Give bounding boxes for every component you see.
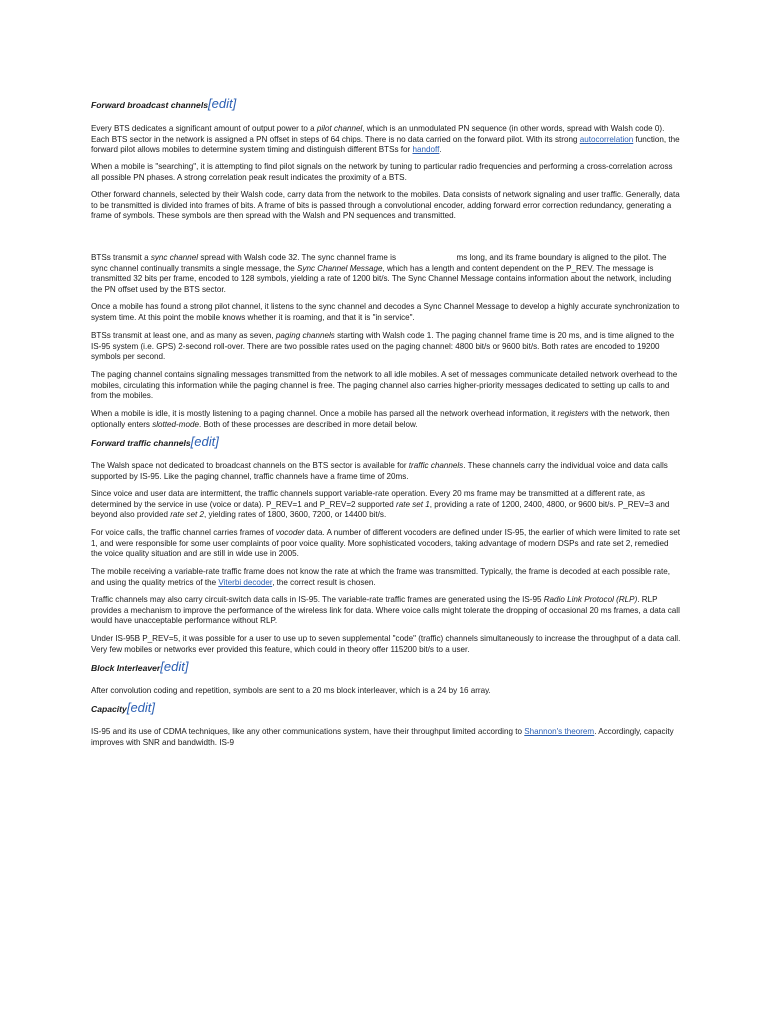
text: Since voice and user data are intermittent, the traffic channels support variable-rate operation. Every 20 ms frame may be transmitted at a different rate, as determined by the service in use (voice or data). P_REV=1 and P_REV=2 supported: [91, 489, 645, 509]
text: , which has a length and content dependent on the P_REV. The message is transmitted 32 bits per frame, encoded to 128 symbols, yielding a rate of 1200 bit/s. The Sync Channel Message contains information about the network, including the PN offset used by the BTS sector.: [91, 263, 672, 294]
text: The Walsh space not dedicated to broadcast channels on the BTS sector is available for: [91, 461, 409, 470]
paragraph-sync-channel: [91, 253, 681, 295]
paragraph-other-forward-channels: Other forward channels, selected by their Walsh code, carry data from the network to the mobiles. Data consists of network signaling and user traffic. Generally, data to be transmitted is divided into frames of bits. A frame of bits is passed through a convolutional encoder, adding forward error correction redundancy, generating a frame of symbols. These symbols are then spread with the Walsh and PN sequences and transmitted.: [91, 190, 680, 220]
text: , yielding rates of 1800, 3600, 7200, or 14400 bit/s.: [203, 510, 387, 519]
paragraph-searching: When a mobile is "searching", it is attempting to find pilot signals on the network by tuning to particular radio frequencies and performing a cross-correlation across all possible PN phases. A strong correlation peak result indicates the proximity of a BTS.: [91, 162, 673, 182]
edit-link[interactable]: [edit]: [208, 96, 237, 111]
text: , providing a rate of 1200, 2400, 4800, or 9600 bit/s. P_REV=3 and beyond also provided: [91, 499, 670, 519]
heading-title: Forward traffic channels: [91, 438, 191, 448]
heading-forward-broadcast-channels: [91, 98, 236, 111]
text: data. A number of different vocoders are defined under IS-95, the earlier of which were limited to rate set 1, and were responsible for some user complaints of poor voice quality. More sophisticated vocoders, taking advantage of modern DSPs and rate set 2, remedied the voice quality situation and are still in wide use in 2005.: [91, 528, 681, 558]
heading-forward-traffic-channels: [91, 436, 219, 449]
paragraph-is95b: Under IS-95B P_REV=5, it was possible for a user to use up to seven supplemental "code" (traffic) channels simultaneously to increase the throughput of a data call. Very few mobiles or networks ever provided this feature, which could in theory offer 115200 bit/s to a user.: [91, 634, 681, 654]
text-italic: rate set 1: [396, 499, 430, 509]
text: spread with Walsh code 32. The sync channel frame is: [198, 253, 399, 262]
text-italic: vocoder: [275, 528, 305, 537]
paragraph-variable-rate: [91, 489, 681, 521]
text-italic: pilot channel: [316, 124, 363, 133]
paragraph-walsh-space: [91, 461, 681, 482]
text: with the network, then optionally enters: [91, 409, 670, 429]
text: BTSs transmit at least one, and as many as seven,: [91, 331, 276, 340]
text: BTSs transmit a: [91, 253, 151, 262]
text: .: [439, 145, 442, 154]
heading-block-interleaver: [91, 661, 188, 674]
text-italic: rate set 2: [170, 510, 204, 519]
heading-title: Forward broadcast channels: [91, 100, 209, 110]
text: IS-95 and its use of CDMA techniques, like any other communications system, have their throughput limited according to: [91, 727, 525, 736]
edit-link[interactable]: [edit]: [160, 659, 189, 674]
paragraph-capacity: [91, 727, 681, 748]
edit-link[interactable]: [edit]: [190, 434, 219, 449]
edit-link[interactable]: [edit]: [126, 700, 156, 715]
text: . Both of these processes are described in more detail below.: [199, 419, 418, 429]
text-italic: slotted-mode: [152, 419, 199, 429]
text: , which is an unmodulated PN sequence (in other words, spread with Walsh code 0). Each BTS sector in the network is assigned a PN offset in steps of 64 chips. There is no data carried on the forward pilot. With its strong: [91, 124, 665, 144]
text: starting with Walsh code 1. The paging channel frame time is 20 ms, and is time aligned to the IS-95 system (i.e. GPS) 2-second roll-over. There are two possible rates used on the paging channel: 4800 bit/s or 9600 bit/s. Both rates are encoded to 19200 symbols per second.: [91, 331, 675, 361]
text: Traffic channels may also carry circuit-switch data calls in IS-95. The variable-rate traffic frames are generated using the IS-95: [91, 595, 544, 604]
paragraph-paging-channels: [91, 331, 681, 363]
paragraph-viterbi: [91, 567, 681, 588]
paragraph-vocoder: [91, 528, 681, 560]
text: . These channels carry the individual voice and data calls supported by IS-95. Like the paging channel, traffic channels have a frame time of 20ms.: [91, 461, 668, 481]
text: The mobile receiving a variable-rate traffic frame does not know the rate at which the frame was transmitted. Typically, the frame is decoded at each possible rate, and using the quality metrics of the: [91, 567, 670, 587]
paragraph-interleaver: After convolution coding and repetition, symbols are sent to a 20 ms block interleaver, which is a 24 by 16 array.: [91, 686, 491, 695]
heading-capacity: [91, 702, 155, 715]
heading-title: Block Interleaver: [91, 663, 161, 673]
paragraph-pilot-channel: [91, 124, 681, 156]
text-italic: sync channel: [150, 253, 199, 262]
paragraph-sync-message: Once a mobile has found a strong pilot channel, it listens to the sync channel and decodes a Sync Channel Message to develop a highly accurate synchronization to system time. At this point the mobile knows whether it is roaming, and that it is "in service".: [91, 302, 680, 322]
text-italic: Sync Channel Message: [297, 263, 383, 273]
text-italic: registers: [557, 409, 589, 418]
paragraph-rlp: [91, 595, 681, 627]
text: function, the forward pilot allows mobiles to determine system timing and distinguish different BTSs for: [91, 134, 680, 154]
paragraph-idle-mobile: [91, 409, 681, 430]
paragraph-paging-signaling: The paging channel contains signaling messages transmitted from the network to all idle mobiles. A set of messages communicate detailed network overhead to the mobiles, circulating this information while the paging channel is free. The paging channel also carries higher-priority messages dedicated to setting up calls to and from the mobiles.: [91, 370, 678, 400]
text: . RLP provides a mechanism to improve the performance of the wireless link for data. Where voice calls might tolerate the dropping of occasional 20 ms frames, a data call would have unacceptable performance without RLP.: [91, 595, 680, 625]
text: ms long, and its frame boundary is aligned to the pilot. The sync channel continually transmits a single message, the: [91, 253, 667, 273]
text-italic: traffic channels: [408, 461, 464, 470]
shannons-theorem-link[interactable]: Shannon's theorem: [524, 727, 595, 736]
text: Every BTS dedicates a significant amount of output power to a: [91, 124, 317, 133]
text-italic: paging channels: [275, 331, 335, 340]
heading-title: Capacity: [91, 704, 127, 714]
text: When a mobile is idle, it is mostly listening to a paging channel. Once a mobile has parsed all the network overhead information, it: [91, 409, 558, 418]
viterbi-decoder-link[interactable]: Viterbi decoder: [218, 577, 273, 587]
text: . Accordingly, capacity improves with SNR and bandwidth. IS-9: [91, 727, 674, 747]
text: For voice calls, the traffic channel carries frames of: [91, 528, 276, 537]
handoff-link[interactable]: handoff: [412, 145, 440, 154]
text: , the correct result is chosen.: [272, 577, 376, 587]
autocorrelation-link[interactable]: autocorrelation: [579, 134, 634, 144]
text-italic: Radio Link Protocol (RLP): [543, 595, 638, 604]
